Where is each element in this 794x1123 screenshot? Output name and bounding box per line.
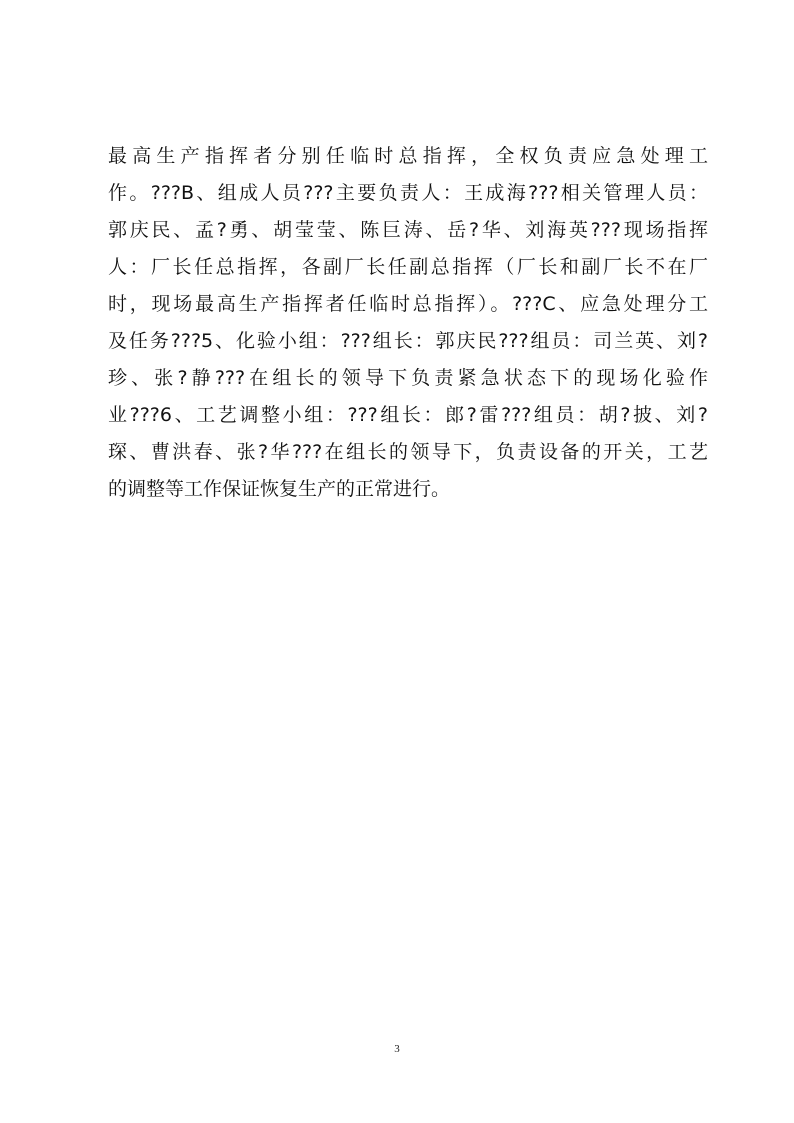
text-line: 琛、曹洪春、张?华???在组长的领导下，负责设备的开关，工艺: [108, 441, 708, 463]
text-line: 的调整等工作保证恢复生产的正常进行。: [108, 478, 451, 500]
text-line: 珍、张?静???在组长的领导下负责紧急状态下的现场化验作: [108, 367, 708, 389]
text-line: 业???6、工艺调整小组：???组长：郎?雷???组员：胡?披、刘?: [108, 404, 708, 426]
text-line: 最高生产指挥者分别任临时总指挥，全权负责应急处理工: [108, 145, 708, 167]
text-line: 及任务???5、化验小组：???组长：郭庆民???组员：司兰英、刘?: [108, 330, 708, 352]
text-line: 时，现场最高生产指挥者任临时总指挥）。???C、应急处理分工: [108, 293, 708, 315]
body-paragraph: [108, 138, 708, 508]
text-line: 作。???B、组成人员???主要负责人：王成海???相关管理人员：: [108, 182, 708, 204]
text-line: 郭庆民、孟?勇、胡莹莹、陈巨涛、岳?华、刘海英???现场指挥: [108, 219, 708, 241]
text-line: 人：厂长任总指挥，各副厂长任副总指挥（厂长和副厂长不在厂: [108, 256, 708, 278]
page-number: 3: [394, 1043, 400, 1055]
